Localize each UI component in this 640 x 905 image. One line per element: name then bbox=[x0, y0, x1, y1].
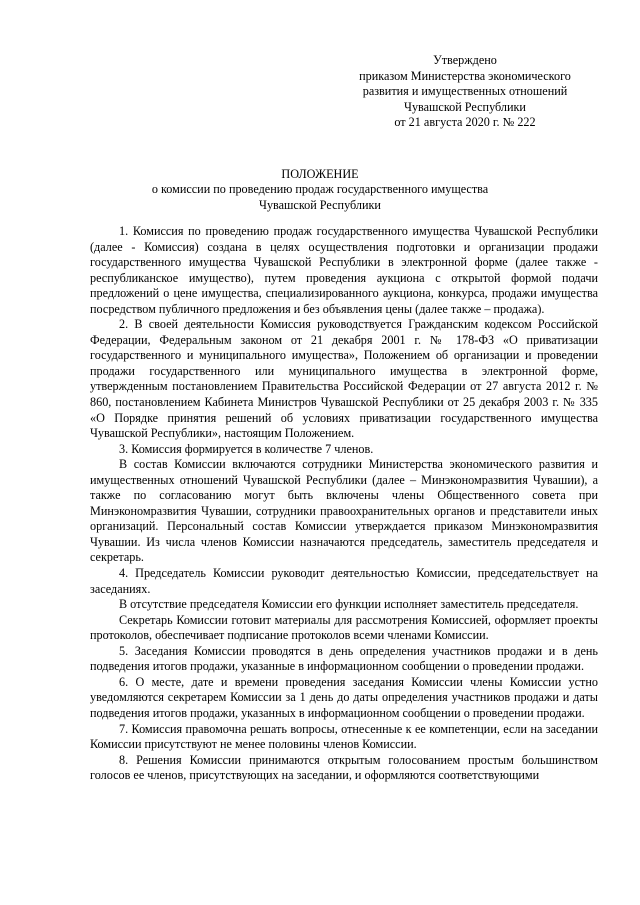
paragraph-3: 3. Комиссия формируется в количестве 7 членов. bbox=[119, 441, 374, 456]
paragraph-7: 7. Комиссия правомочна решать вопросы, отнесенные к ее компетенции, если на заседании Комиссии присутствуют не менее половины членов Комиссии. bbox=[90, 721, 598, 752]
paragraph-4-deputy: В отсутствие председателя Комиссии его функции исполняет заместитель председателя. bbox=[119, 597, 579, 612]
paragraph-6: 6. О месте, дате и времени проведения заседания Комиссии члены Комиссии устно уведомляются секретарем Комиссии за 1 день до даты определения участников продажи и даты подведения итогов продажи, указанных в информационном сообщении о проведении продажи. bbox=[90, 674, 598, 720]
paragraph-4: 4. Председатель Комиссии руководит деятельностью Комиссии, председательствует на заседаниях. bbox=[90, 566, 598, 596]
approval-stamp bbox=[330, 53, 600, 131]
paragraph-1: 1. Комиссия по проведению продаж государственного имущества Чувашской Республики (далее - Комиссия) создана в целях осуществления подготовки и организации продажи государственного имущества Чувашской Республики в электронной форме (далее также - республиканское имущество), путем проведения аукциона с открытой формой подачи предложений о цене имущества, специализированного аукциона, конкурса, продажи имущества посредством публичного предложения и без объявления цены (далее также – продажа). bbox=[90, 224, 598, 316]
title-subject: о комиссии по проведению продаж государственного имущества bbox=[151, 182, 489, 197]
paragraph-2: 2. В своей деятельности Комиссия руководствуется Гражданским кодексом Российской Федерации, Федеральным законом от 21 декабря 2001 г. № 178-ФЗ «О приватизации государственного и муниципального имущества», Положением об организации и проведении продажи государственного или муниципального имущества в электронной форме, утвержденным постановлением Правительства Российской Федерации от 27 августа 2012 г. № 860, постановлением Кабинета Министров Чувашской Республики от 25 декабря 2003 г. № 335 «О Порядке принятия решений об условиях приватизации государственного имущества Чувашской Республики», настоящим Положением. bbox=[90, 317, 598, 441]
approval-republic: Чувашской Республики bbox=[404, 99, 526, 114]
title-heading: ПОЛОЖЕНИЕ bbox=[281, 167, 359, 181]
approval-date: от 21 августа 2020 г. № 222 bbox=[394, 115, 536, 130]
approval-order: приказом Министерства экономического bbox=[359, 68, 571, 83]
title-republic: Чувашской Республики bbox=[259, 197, 381, 212]
approval-label: Утверждено bbox=[433, 53, 497, 67]
approval-ministry: развития и имущественных отношений bbox=[362, 84, 568, 99]
document-title bbox=[90, 167, 550, 213]
paragraph-3-composition: В состав Комиссии включаются сотрудники Министерства экономического развития и имущественных отношений Чувашской Республики (далее – Минэкономразвития Чувашии), а также по согласованию могут быть включены члены Общественного совета при Минэкономразвития Чувашии, сотрудники правоохранительных органов и представители иных организаций. Персональный состав Комиссии утверждается приказом Минэкономразвития Чувашии. Из числа членов Комиссии назначаются председатель, заместитель председателя и секретарь. bbox=[90, 457, 598, 565]
document-body bbox=[90, 224, 598, 784]
paragraph-8: 8. Решения Комиссии принимаются открытым голосованием простым большинством голосов ее членов, присутствующих на заседании, и оформляются соответствующими bbox=[90, 752, 598, 783]
paragraph-5: 5. Заседания Комиссии проводятся в день определения участников продажи и в день подведения итогов продажи, указанные в информационном сообщении о проведении продажи. bbox=[90, 643, 598, 674]
paragraph-4-secretary: Секретарь Комиссии готовит материалы для рассмотрения Комиссией, оформляет проекты протоколов, обеспечивает подписание протоколов всеми членами Комиссии. bbox=[90, 612, 598, 643]
